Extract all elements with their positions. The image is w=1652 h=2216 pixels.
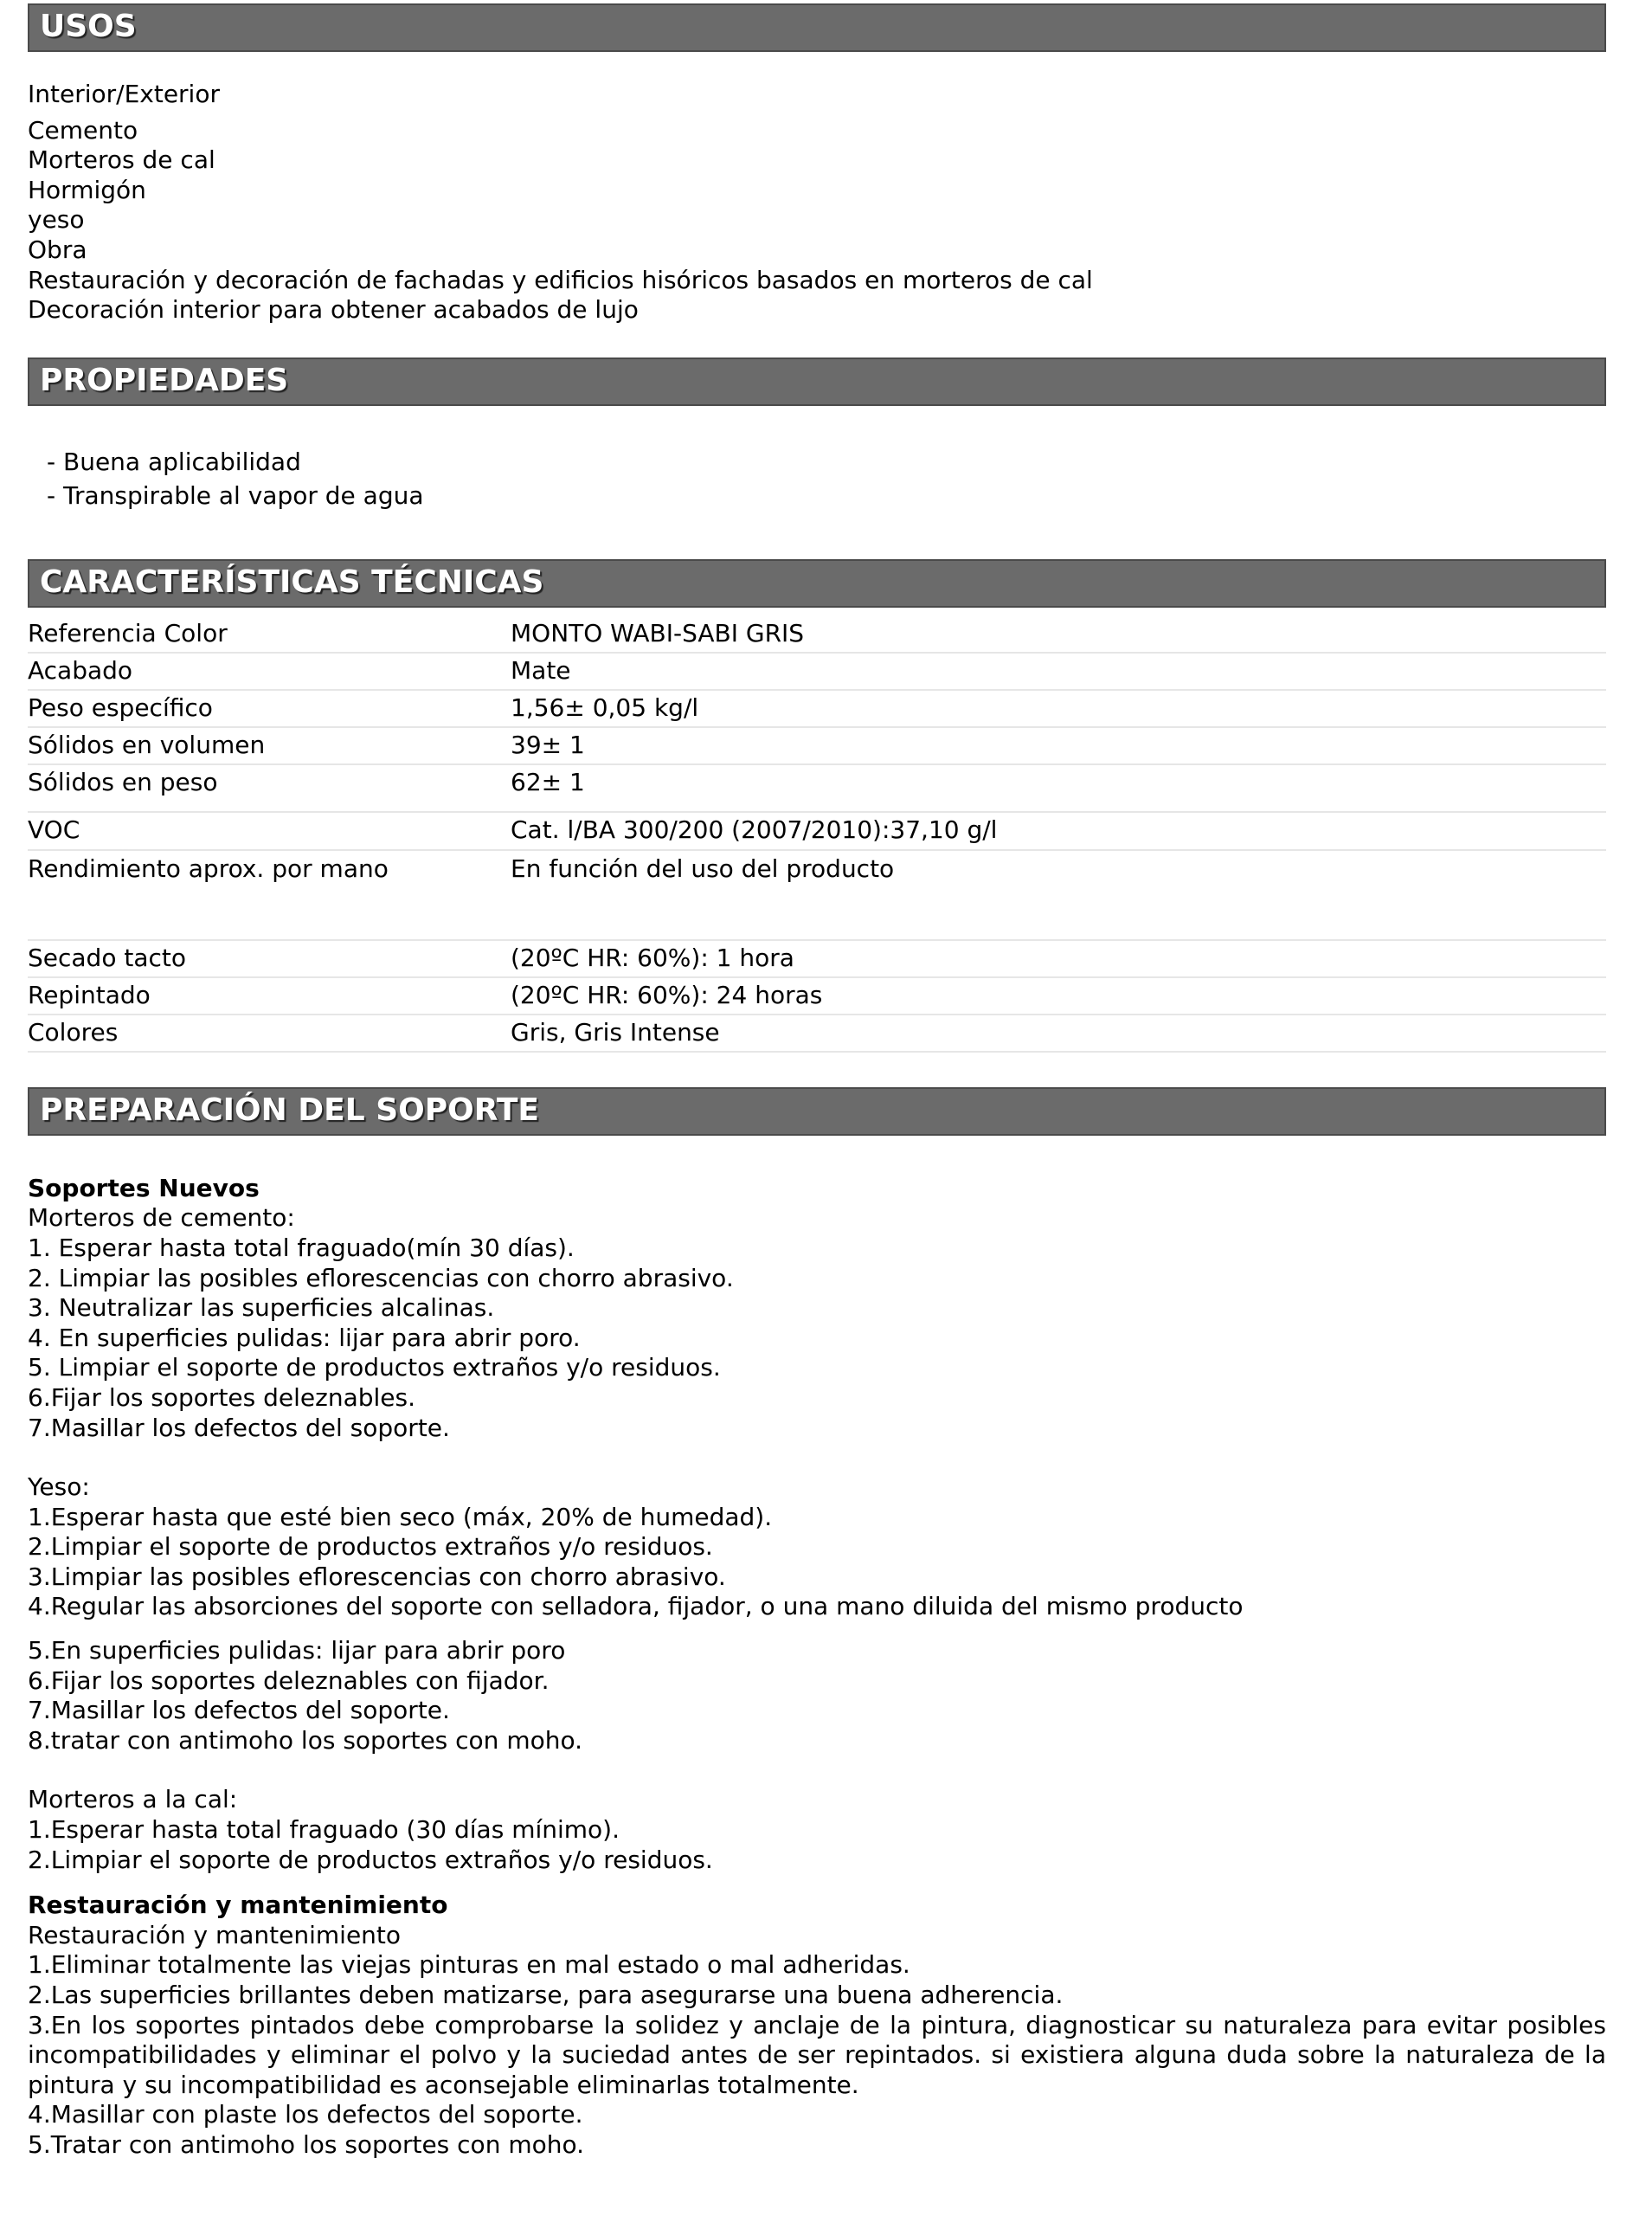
list-item: 3.Limpiar las posibles eflorescencias con chorro abrasivo.: [28, 1562, 726, 1591]
list-item: 5.En superficies pulidas: lijar para abrir poro: [28, 1636, 566, 1665]
list-item: 5.Tratar con antimoho los soportes con moho.: [28, 2129, 585, 2159]
list-item: 7.Masillar los defectos del soporte.: [28, 1696, 450, 1725]
list-item: 8.tratar con antimoho los soportes con moho.: [28, 1725, 583, 1755]
restauracion-title: Restauración y mantenimiento: [28, 1891, 448, 1920]
table-row: [28, 1015, 1606, 1053]
row-value: En función del uso del producto: [511, 854, 895, 883]
section-header-caracteristicas: CARACTERÍSTICAS TÉCNICAS: [28, 559, 1606, 608]
row-value: (20ºC HR: 60%): 1 hora: [511, 943, 794, 972]
table-row: [28, 765, 1606, 813]
list-item: 3. Neutralizar las superficies alcalinas.: [28, 1293, 495, 1323]
row-value: (20ºC HR: 60%): 24 horas: [511, 980, 823, 1009]
section-header-preparacion: PREPARACIÓN DEL SOPORTE: [28, 1087, 1606, 1136]
table-row: [28, 813, 1606, 851]
section-header-usos: USOS: [28, 3, 1606, 52]
restauracion-list-end: [28, 2100, 1606, 2160]
morteros-cemento-list: [28, 1203, 1606, 1443]
row-value: 39± 1: [511, 730, 585, 759]
row-label: Acabado: [28, 655, 133, 685]
usos-line: Restauración y decoración de fachadas y edificios hisóricos basados en morteros de cal: [28, 265, 1093, 294]
table-row: [28, 691, 1606, 728]
list-item: 4.Regular las absorciones del soporte con selladora, fijador, o una mano diluida del mismo producto: [28, 1592, 1244, 1621]
propiedad-item: - Buena aplicabilidad: [47, 447, 301, 476]
propiedad-item: - Transpirable al vapor de agua: [47, 480, 424, 510]
row-value: Cat. l/BA 300/200 (2007/2010):37,10 g/l: [511, 815, 998, 845]
list-item: 6.Fijar los soportes deleznables con fijador.: [28, 1665, 550, 1695]
row-value: 1,56± 0,05 kg/l: [511, 692, 699, 722]
usos-line: Morteros de cal: [28, 145, 215, 175]
table-row: [28, 941, 1606, 978]
row-value: Gris, Gris Intense: [511, 1017, 720, 1047]
row-value: 62± 1: [511, 767, 585, 796]
row-label: Secado tacto: [28, 943, 186, 972]
morteros-cal-list: [28, 1785, 1606, 1875]
table-row: [28, 851, 1606, 941]
row-label: Peso específico: [28, 692, 213, 722]
table-row: [28, 616, 1606, 654]
row-label: Sólidos en peso: [28, 767, 218, 796]
row-value: MONTO WABI-SABI GRIS: [511, 618, 805, 647]
section-header-propiedades: PROPIEDADES: [28, 358, 1606, 406]
usos-line: Interior/Exterior: [28, 80, 220, 108]
table-row: [28, 654, 1606, 691]
list-item: Morteros de cemento:: [28, 1203, 295, 1233]
usos-line: Cemento: [28, 115, 138, 145]
usos-line: Decoración interior para obtener acabados de lujo: [28, 295, 639, 325]
usos-list: [28, 80, 1606, 325]
list-item: 4. En superficies pulidas: lijar para abrir poro.: [28, 1323, 581, 1352]
table-row: [28, 728, 1606, 765]
list-item: 2. Limpiar las posibles eflorescencias con chorro abrasivo.: [28, 1263, 734, 1292]
caracteristicas-table: [28, 616, 1606, 1053]
usos-line: Obra: [28, 235, 87, 264]
row-label: Rendimiento aprox. por mano: [28, 854, 389, 883]
list-item: Restauración y mantenimiento: [28, 1920, 402, 1949]
restauracion-list: [28, 1921, 1606, 2011]
list-item: 4.Masillar con plaste los defectos del soporte.: [28, 2100, 583, 2129]
list-item: Morteros a la cal:: [28, 1785, 238, 1814]
list-item: 5. Limpiar el soporte de productos extraños y/o residuos.: [28, 1353, 721, 1382]
propiedades-list: [28, 445, 1606, 512]
row-label: VOC: [28, 815, 80, 845]
row-label: Referencia Color: [28, 618, 228, 647]
table-row: [28, 978, 1606, 1015]
list-item: 1.Eliminar totalmente las viejas pinturas en mal estado o mal adheridas.: [28, 1950, 910, 1980]
row-label: Sólidos en volumen: [28, 730, 266, 759]
list-item: 6.Fijar los soportes deleznables.: [28, 1382, 416, 1412]
list-item: Yeso:: [28, 1472, 90, 1502]
restauracion-paragraph: 3.En los soportes pintados debe comprobarse la solidez y anclaje de la pintura, diagnosticar su naturaleza para evitar posibles incompatibilidades y eliminar el polvo y la suciedad antes de ser repintados. si existiera alguna duda sobre la naturaleza de la pintura y su incompatibilidad es aconsejable eliminarlas totalmente.: [28, 2010, 1606, 2099]
list-item: 1. Esperar hasta total fraguado(mín 30 días).: [28, 1233, 575, 1262]
list-item: 7.Masillar los defectos del soporte.: [28, 1413, 450, 1442]
list-item: 2.Limpiar el soporte de productos extraños y/o residuos.: [28, 1845, 713, 1874]
list-item: 2.Limpiar el soporte de productos extraños y/o residuos.: [28, 1532, 713, 1562]
list-item: 1.Esperar hasta que esté bien seco (máx, 20% de humedad).: [28, 1502, 773, 1531]
row-label: Repintado: [28, 980, 151, 1009]
row-value: Mate: [511, 655, 571, 685]
soportes-nuevos-title: Soportes Nuevos: [28, 1173, 260, 1202]
datasheet: [28, 0, 1606, 2161]
list-item: 2.Las superficies brillantes deben matizarse, para asegurarse una buena adherencia.: [28, 1981, 1064, 2009]
usos-line: yeso: [28, 205, 85, 235]
yeso-list: [28, 1472, 1606, 1755]
row-label: Colores: [28, 1017, 119, 1047]
usos-line: Hormigón: [28, 175, 146, 204]
list-item: 1.Esperar hasta total fraguado (30 días mínimo).: [28, 1815, 620, 1845]
